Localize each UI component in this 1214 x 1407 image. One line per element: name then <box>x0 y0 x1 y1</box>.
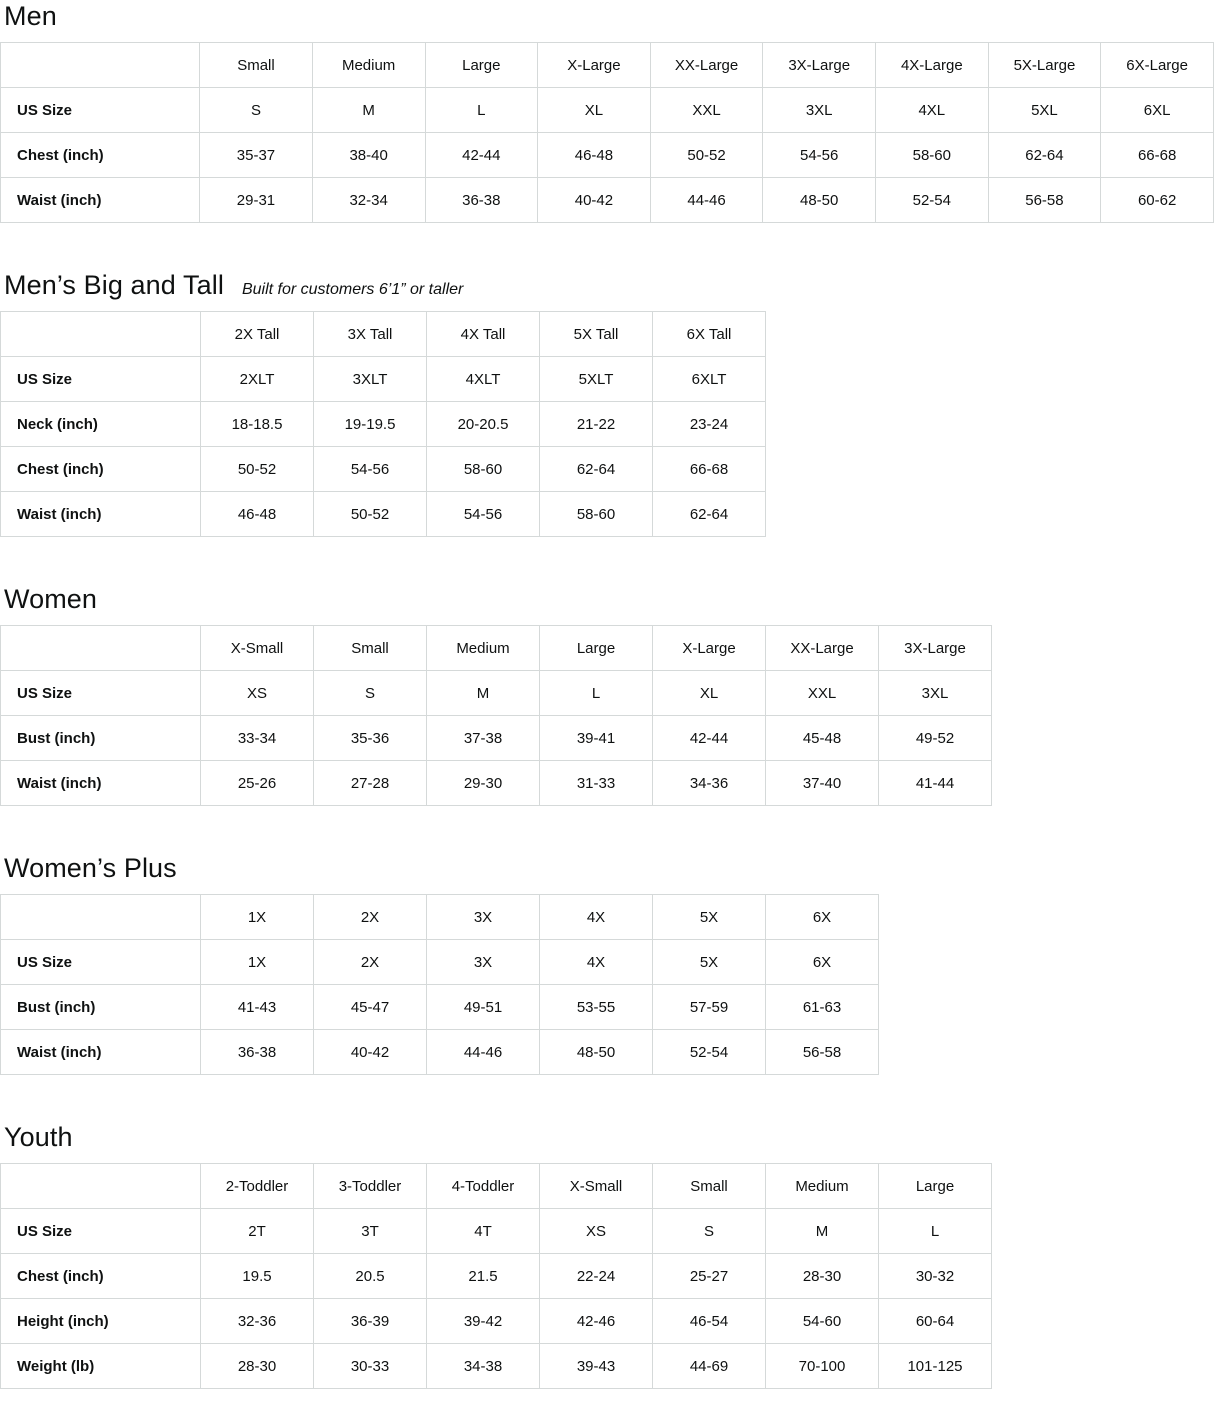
column-header: 4-Toddler <box>427 1164 540 1209</box>
size-section-women <box>0 583 1214 806</box>
size-section-womens-plus <box>0 852 1214 1075</box>
table-cell: 101-125 <box>879 1344 992 1389</box>
table-cell: 60-62 <box>1101 178 1214 223</box>
column-header: 3-Toddler <box>314 1164 427 1209</box>
table-cell: 48-50 <box>763 178 876 223</box>
table-cell: 5X <box>653 940 766 985</box>
table-cell: 54-56 <box>763 133 876 178</box>
size-section-mens-big-and-tall <box>0 269 1214 537</box>
column-header: 4X Tall <box>427 312 540 357</box>
table-cell: 62-64 <box>988 133 1101 178</box>
table-row <box>1 1030 879 1075</box>
table-cell: 41-44 <box>879 761 992 806</box>
table-cell: 40-42 <box>538 178 651 223</box>
table-cell: 3X <box>427 940 540 985</box>
table-cell: 60-64 <box>879 1299 992 1344</box>
table-cell: 29-30 <box>427 761 540 806</box>
table-cell: XXL <box>650 88 763 133</box>
section-title: Women’s Plus <box>4 853 177 883</box>
column-header: 6X <box>766 895 879 940</box>
table-cell: M <box>312 88 425 133</box>
table-cell: 34-36 <box>653 761 766 806</box>
table-row <box>1 133 1214 178</box>
table-corner-cell <box>1 43 200 88</box>
table-cell: 50-52 <box>650 133 763 178</box>
size-table <box>0 311 766 537</box>
table-cell: 4X <box>540 940 653 985</box>
table-cell: 49-51 <box>427 985 540 1030</box>
table-cell: 30-33 <box>314 1344 427 1389</box>
table-cell: 19.5 <box>201 1254 314 1299</box>
table-cell: XS <box>540 1209 653 1254</box>
table-cell: 38-40 <box>312 133 425 178</box>
table-row <box>1 671 992 716</box>
section-heading <box>0 1121 1214 1163</box>
section-title: Youth <box>4 1122 73 1152</box>
table-cell: 58-60 <box>540 492 653 537</box>
section-heading <box>0 583 1214 625</box>
size-table <box>0 894 879 1075</box>
table-row <box>1 716 992 761</box>
table-cell: 28-30 <box>201 1344 314 1389</box>
table-cell: 22-24 <box>540 1254 653 1299</box>
table-cell: 44-69 <box>653 1344 766 1389</box>
row-header: Chest (inch) <box>1 447 201 492</box>
table-cell: 6X <box>766 940 879 985</box>
table-cell: 50-52 <box>314 492 427 537</box>
table-cell: 56-58 <box>988 178 1101 223</box>
row-header: Chest (inch) <box>1 1254 201 1299</box>
table-cell: 44-46 <box>650 178 763 223</box>
column-header: 2X <box>314 895 427 940</box>
table-row <box>1 1209 992 1254</box>
row-header: US Size <box>1 671 201 716</box>
table-cell: 27-28 <box>314 761 427 806</box>
row-header: US Size <box>1 88 200 133</box>
table-cell: 49-52 <box>879 716 992 761</box>
column-header: Large <box>540 626 653 671</box>
table-cell: 37-38 <box>427 716 540 761</box>
table-cell: 21.5 <box>427 1254 540 1299</box>
table-cell: 5XLT <box>540 357 653 402</box>
table-header-row <box>1 43 1214 88</box>
section-title: Men <box>4 1 57 31</box>
column-header: 3X <box>427 895 540 940</box>
section-heading <box>0 269 1214 311</box>
row-header: US Size <box>1 1209 201 1254</box>
table-row <box>1 985 879 1030</box>
table-cell: 54-56 <box>314 447 427 492</box>
table-cell: S <box>314 671 427 716</box>
table-cell: 4T <box>427 1209 540 1254</box>
table-row <box>1 1299 992 1344</box>
table-corner-cell <box>1 1164 201 1209</box>
table-cell: 58-60 <box>876 133 989 178</box>
table-cell: 66-68 <box>653 447 766 492</box>
column-header: Small <box>653 1164 766 1209</box>
size-section-men <box>0 0 1214 223</box>
table-cell: XS <box>201 671 314 716</box>
table-cell: 28-30 <box>766 1254 879 1299</box>
column-header: 3X Tall <box>314 312 427 357</box>
table-row <box>1 940 879 985</box>
table-cell: 46-48 <box>538 133 651 178</box>
column-header: 5X-Large <box>988 43 1101 88</box>
column-header: 5X <box>653 895 766 940</box>
column-header: 2-Toddler <box>201 1164 314 1209</box>
table-cell: 41-43 <box>201 985 314 1030</box>
row-header: Waist (inch) <box>1 178 200 223</box>
table-cell: 3XLT <box>314 357 427 402</box>
table-header-row <box>1 312 766 357</box>
column-header: XX-Large <box>766 626 879 671</box>
table-row <box>1 447 766 492</box>
table-header-row <box>1 895 879 940</box>
table-cell: 21-22 <box>540 402 653 447</box>
table-cell: 42-44 <box>425 133 538 178</box>
table-cell: 32-36 <box>201 1299 314 1344</box>
row-header: Chest (inch) <box>1 133 200 178</box>
row-header: Height (inch) <box>1 1299 201 1344</box>
row-header: Bust (inch) <box>1 716 201 761</box>
table-cell: 70-100 <box>766 1344 879 1389</box>
table-cell: 20-20.5 <box>427 402 540 447</box>
table-row <box>1 492 766 537</box>
table-cell: 2XLT <box>201 357 314 402</box>
table-header-row <box>1 626 992 671</box>
column-header: 6X Tall <box>653 312 766 357</box>
table-cell: S <box>653 1209 766 1254</box>
table-cell: 66-68 <box>1101 133 1214 178</box>
table-cell: 2T <box>201 1209 314 1254</box>
row-header: Waist (inch) <box>1 761 201 806</box>
column-header: 2X Tall <box>201 312 314 357</box>
table-cell: 18-18.5 <box>201 402 314 447</box>
size-table <box>0 1163 992 1389</box>
size-table <box>0 42 1214 223</box>
table-cell: 45-47 <box>314 985 427 1030</box>
table-cell: M <box>766 1209 879 1254</box>
table-cell: 32-34 <box>312 178 425 223</box>
table-cell: S <box>200 88 313 133</box>
table-cell: 1X <box>201 940 314 985</box>
section-heading <box>0 0 1214 42</box>
table-cell: 20.5 <box>314 1254 427 1299</box>
column-header: Large <box>425 43 538 88</box>
table-cell: L <box>879 1209 992 1254</box>
table-cell: 52-54 <box>876 178 989 223</box>
row-header: Weight (lb) <box>1 1344 201 1389</box>
table-cell: 53-55 <box>540 985 653 1030</box>
table-cell: 56-58 <box>766 1030 879 1075</box>
column-header: Small <box>200 43 313 88</box>
table-cell: 3T <box>314 1209 427 1254</box>
table-cell: XL <box>653 671 766 716</box>
row-header: US Size <box>1 940 201 985</box>
table-cell: 50-52 <box>201 447 314 492</box>
table-cell: 3XL <box>879 671 992 716</box>
size-table <box>0 625 992 806</box>
table-cell: 33-34 <box>201 716 314 761</box>
column-header: Medium <box>427 626 540 671</box>
table-cell: 35-36 <box>314 716 427 761</box>
table-row <box>1 178 1214 223</box>
table-cell: 25-26 <box>201 761 314 806</box>
table-cell: 46-54 <box>653 1299 766 1344</box>
table-cell: 31-33 <box>540 761 653 806</box>
table-cell: 54-56 <box>427 492 540 537</box>
table-cell: 57-59 <box>653 985 766 1030</box>
table-cell: 4XL <box>876 88 989 133</box>
table-cell: 62-64 <box>540 447 653 492</box>
column-header: Large <box>879 1164 992 1209</box>
table-cell: 30-32 <box>879 1254 992 1299</box>
column-header: 6X-Large <box>1101 43 1214 88</box>
section-title: Women <box>4 584 98 614</box>
table-cell: L <box>540 671 653 716</box>
table-row <box>1 1344 992 1389</box>
table-cell: 25-27 <box>653 1254 766 1299</box>
table-cell: 42-46 <box>540 1299 653 1344</box>
column-header: X-Small <box>201 626 314 671</box>
row-header: Neck (inch) <box>1 402 201 447</box>
column-header: 4X-Large <box>876 43 989 88</box>
row-header: US Size <box>1 357 201 402</box>
table-cell: 19-19.5 <box>314 402 427 447</box>
section-title: Men’s Big and Tall <box>4 270 224 300</box>
table-cell: 29-31 <box>200 178 313 223</box>
table-corner-cell <box>1 312 201 357</box>
table-cell: 37-40 <box>766 761 879 806</box>
table-row <box>1 357 766 402</box>
table-cell: 4XLT <box>427 357 540 402</box>
table-row <box>1 402 766 447</box>
table-cell: M <box>427 671 540 716</box>
table-cell: XL <box>538 88 651 133</box>
column-header: Medium <box>766 1164 879 1209</box>
table-cell: 62-64 <box>653 492 766 537</box>
table-cell: 40-42 <box>314 1030 427 1075</box>
table-cell: 34-38 <box>427 1344 540 1389</box>
column-header: Medium <box>312 43 425 88</box>
table-row <box>1 1254 992 1299</box>
table-cell: 45-48 <box>766 716 879 761</box>
table-cell: 36-38 <box>201 1030 314 1075</box>
section-note: Built for customers 6’1” or taller <box>241 281 464 298</box>
table-cell: 42-44 <box>653 716 766 761</box>
table-corner-cell <box>1 626 201 671</box>
table-cell: 39-41 <box>540 716 653 761</box>
row-header: Waist (inch) <box>1 492 201 537</box>
table-cell: 48-50 <box>540 1030 653 1075</box>
row-header: Waist (inch) <box>1 1030 201 1075</box>
table-cell: 23-24 <box>653 402 766 447</box>
column-header: 3X-Large <box>763 43 876 88</box>
table-corner-cell <box>1 895 201 940</box>
column-header: XX-Large <box>650 43 763 88</box>
table-cell: 36-39 <box>314 1299 427 1344</box>
column-header: 5X Tall <box>540 312 653 357</box>
column-header: Small <box>314 626 427 671</box>
column-header: 4X <box>540 895 653 940</box>
table-cell: 39-43 <box>540 1344 653 1389</box>
table-row <box>1 88 1214 133</box>
table-cell: 2X <box>314 940 427 985</box>
table-header-row <box>1 1164 992 1209</box>
table-cell: 36-38 <box>425 178 538 223</box>
table-cell: 44-46 <box>427 1030 540 1075</box>
table-cell: 54-60 <box>766 1299 879 1344</box>
table-cell: 35-37 <box>200 133 313 178</box>
size-section-youth <box>0 1121 1214 1389</box>
table-row <box>1 761 992 806</box>
column-header: X-Large <box>538 43 651 88</box>
column-header: X-Large <box>653 626 766 671</box>
table-cell: 46-48 <box>201 492 314 537</box>
table-cell: 3XL <box>763 88 876 133</box>
table-cell: 58-60 <box>427 447 540 492</box>
column-header: 1X <box>201 895 314 940</box>
table-cell: 6XLT <box>653 357 766 402</box>
table-cell: L <box>425 88 538 133</box>
table-cell: 6XL <box>1101 88 1214 133</box>
table-cell: 5XL <box>988 88 1101 133</box>
column-header: X-Small <box>540 1164 653 1209</box>
table-cell: XXL <box>766 671 879 716</box>
table-cell: 52-54 <box>653 1030 766 1075</box>
row-header: Bust (inch) <box>1 985 201 1030</box>
column-header: 3X-Large <box>879 626 992 671</box>
section-heading <box>0 852 1214 894</box>
table-cell: 39-42 <box>427 1299 540 1344</box>
table-cell: 61-63 <box>766 985 879 1030</box>
